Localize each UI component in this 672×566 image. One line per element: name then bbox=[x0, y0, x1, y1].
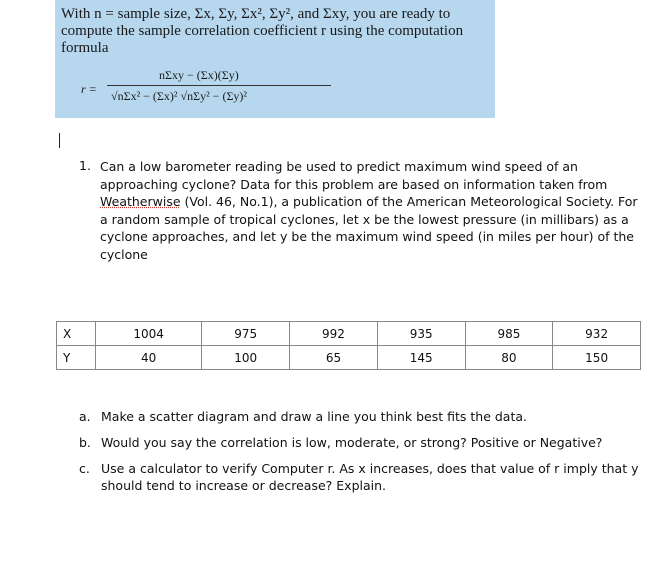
table-cell: 985 bbox=[465, 322, 553, 346]
formula-numerator: nΣxy − (Σx)(Σy) bbox=[159, 68, 239, 82]
source-name: Weatherwise bbox=[100, 194, 181, 209]
question-text-part1: Can a low barometer reading be used to predict maximum wind speed of an approaching cyclone? Data for this problem are based on information taken from bbox=[100, 159, 608, 192]
row-label-y: Y bbox=[57, 346, 96, 370]
fraction-bar bbox=[107, 85, 331, 86]
subquestion-letter: b. bbox=[79, 435, 91, 450]
formula-intro bbox=[61, 6, 489, 57]
formula-intro-line1: With n = sample size, Σx, Σy, Σx², Σy², and Σxy, you are ready to bbox=[61, 6, 451, 22]
table-cell: 65 bbox=[290, 346, 378, 370]
table-cell: 992 bbox=[290, 322, 378, 346]
subquestion-c bbox=[79, 460, 649, 496]
question-number: 1. bbox=[79, 158, 91, 173]
subquestion-text: Use a calculator to verify Computer r. As x increases, does that value of r imply that y should tend to increase or decrease? Explain. bbox=[101, 461, 639, 493]
table-cell: 80 bbox=[465, 346, 553, 370]
formula-r-label: r = bbox=[81, 82, 97, 96]
table-cell: 40 bbox=[96, 346, 202, 370]
row-label-x: X bbox=[57, 322, 96, 346]
table-row-x bbox=[57, 322, 641, 346]
subquestion-a bbox=[79, 408, 649, 426]
subquestion-text: Would you say the correlation is low, moderate, or strong? Positive or Negative? bbox=[101, 435, 603, 450]
table-cell: 100 bbox=[202, 346, 290, 370]
formula-intro-line3: formula bbox=[61, 40, 109, 56]
table-cell: 932 bbox=[553, 322, 641, 346]
formula-intro-line2: compute the sample correlation coefficient r using the computation bbox=[61, 23, 464, 39]
text-cursor bbox=[59, 133, 60, 148]
table-cell: 145 bbox=[377, 346, 465, 370]
table-cell: 150 bbox=[553, 346, 641, 370]
subquestion-letter: a. bbox=[79, 409, 91, 424]
data-table bbox=[56, 321, 641, 370]
table-row-y bbox=[57, 346, 641, 370]
subquestion-b bbox=[79, 434, 649, 452]
subquestion-text: Make a scatter diagram and draw a line you think best fits the data. bbox=[101, 409, 527, 424]
table-cell: 1004 bbox=[96, 322, 202, 346]
table-cell: 935 bbox=[377, 322, 465, 346]
formula-box bbox=[55, 0, 495, 118]
question-text-part2: (Vol. 46, No.1), a publication of the American Meteorological Society. For a random sample of tropical cyclones, let x be the lowest pressure (in millibars) as a cyclone approaches, and let y be the maximum wind speed (in miles per hour) of the cyclone bbox=[100, 194, 638, 262]
question-text bbox=[100, 158, 645, 263]
subquestion-letter: c. bbox=[79, 461, 90, 476]
table-cell: 975 bbox=[202, 322, 290, 346]
formula-denominator: √nΣx² − (Σx)² √nΣy² − (Σy)² bbox=[111, 89, 248, 103]
